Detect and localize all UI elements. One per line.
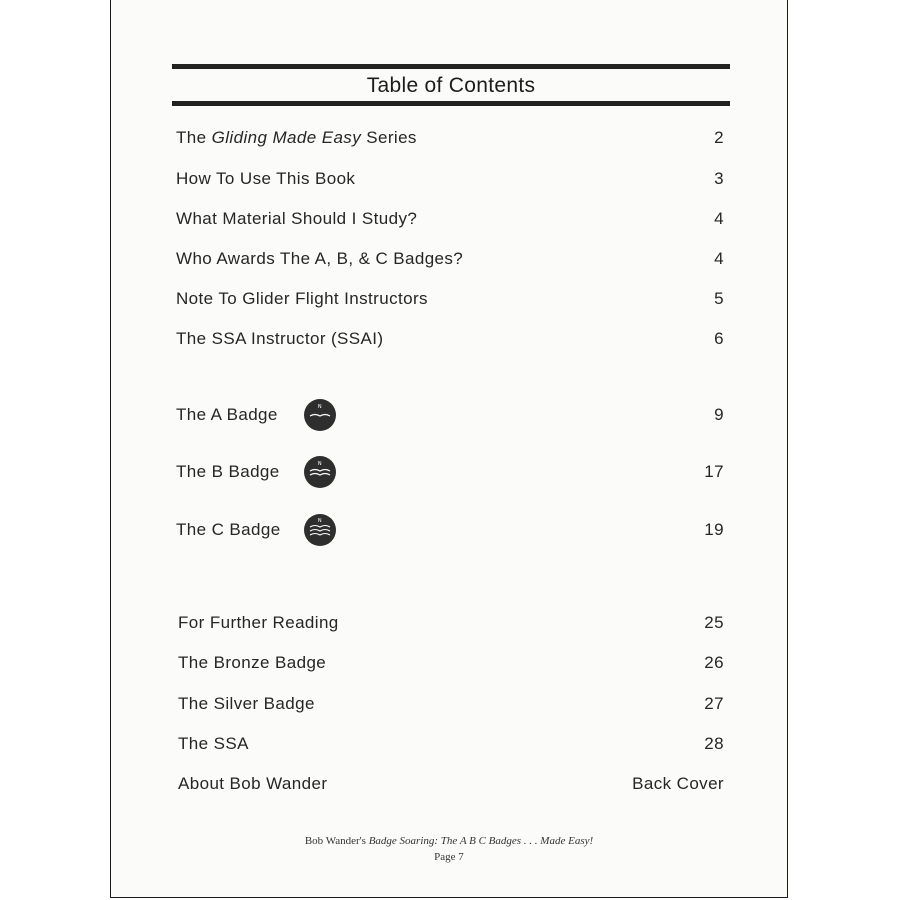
toc-entry-page: 5 [714,289,724,308]
toc-entry-page: 3 [714,169,724,188]
toc-entry-page: 4 [714,249,724,268]
footer-book-credit: Bob Wander's Badge Soaring: The A B C Badges . . . Made Easy! [304,835,594,847]
toc-entry-label: Who Awards The A, B, & C Badges? [176,249,464,268]
toc-entry-page: Back Cover [632,774,724,793]
c-badge-icon [304,514,336,546]
toc-entry-page: 6 [714,329,724,348]
footer-page-number: Page 7 [434,851,464,863]
svg-text:N: N [317,518,323,524]
toc-entry-page: 2 [714,128,724,147]
toc-entry-label: The Bronze Badge [178,653,327,672]
toc-entry-page: 27 [704,694,724,713]
toc-entry-label: The SSA Instructor (SSAI) [176,329,384,348]
title-top-rule [172,64,730,69]
a-badge-icon [304,399,336,431]
svg-text:N: N [317,404,323,410]
toc-entry-label: The C Badge [176,520,281,539]
svg-text:N: N [317,461,323,467]
toc-entry-page: 17 [704,462,724,481]
toc-entry-label: The A Badge [176,405,278,424]
toc-entry-page: 25 [704,613,724,632]
toc-entry-label: About Bob Wander [178,774,328,793]
toc-entry-label: The Gliding Made Easy Series [176,128,417,147]
b-badge-icon [304,456,336,488]
toc-entry-label: The SSA [178,734,249,753]
toc-entry-label: The B Badge [176,462,280,481]
toc-entry-label: What Material Should I Study? [176,209,418,228]
toc-entry-label: Note To Glider Flight Instructors [176,289,428,308]
toc-entry-label: The Silver Badge [178,694,315,713]
toc-entry-page: 4 [714,209,724,228]
toc-entry-label: How To Use This Book [176,169,356,188]
title-bottom-rule [172,101,730,106]
toc-entry-label: For Further Reading [178,613,339,632]
toc-entry-page: 9 [714,405,724,424]
toc-entry-page: 26 [704,653,724,672]
toc-entry-page: 28 [704,734,724,753]
page-title: Table of Contents [366,74,536,97]
toc-entry-page: 19 [704,520,724,539]
